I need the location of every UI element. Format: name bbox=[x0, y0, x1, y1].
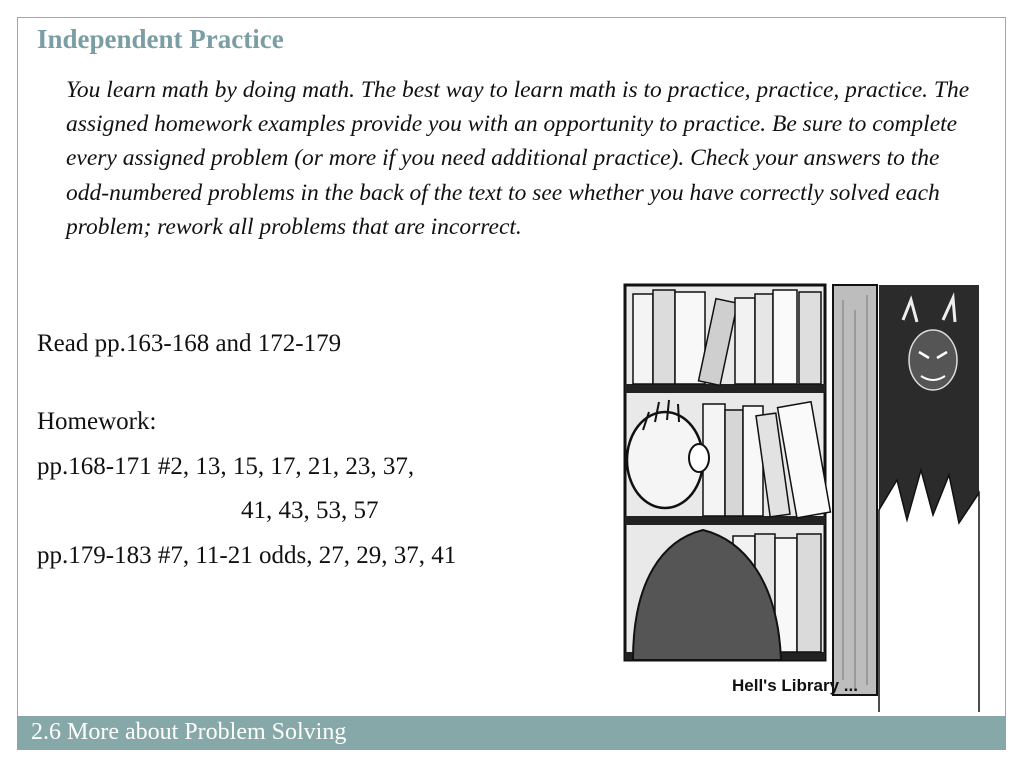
homework-label: Homework: bbox=[37, 408, 157, 435]
homework-line-1: pp.168-171 #2, 13, 15, 17, 21, 23, 37, bbox=[37, 453, 415, 480]
footer-text: 2.6 More about Problem Solving bbox=[31, 719, 347, 745]
footer-bar bbox=[17, 716, 1006, 750]
intro-paragraph: You learn math by doing math. The best way to learn math is to practice, practice, practice. The assigned homework examples provide you with an opportunity to practice. Be sure to complete every assigned problem (or more if you need additional practice). Check your answers to the odd-numbered problems in the back of the text to see whether you have correctly solved each problem; rework all problems that are incorrect. bbox=[66, 77, 970, 240]
cartoon-caption: Hell's Library ... bbox=[732, 676, 858, 695]
slide-title: Independent Practice bbox=[37, 24, 284, 54]
reading-assignment: Read pp.163-168 and 172-179 bbox=[37, 330, 342, 357]
homework-line-2: 41, 43, 53, 57 bbox=[241, 497, 379, 524]
homework-line-3: pp.179-183 #7, 11-21 odds, 27, 29, 37, 41 bbox=[37, 542, 457, 569]
hells-library-cartoon bbox=[603, 280, 983, 712]
